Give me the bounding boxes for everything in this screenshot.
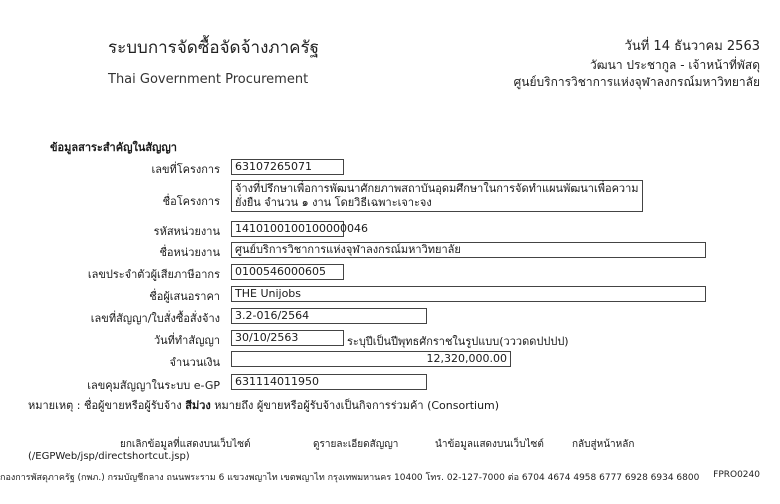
agency-code-field[interactable]: 1410100100100000046 <box>231 221 344 237</box>
contract-no-label: เลขที่สัญญา/ใบสั่งซื้อสั่งจ้าง <box>90 312 220 325</box>
system-title-english: Thai Government Procurement <box>108 72 309 87</box>
organization-name: ศูนย์บริการวิชาการแห่งจุฬาลงกรณ์มหาวิทยาลัย <box>513 75 760 89</box>
agency-name-label: ชื่อหน่วยงาน <box>159 246 220 259</box>
tax-id-field[interactable]: 0100546000605 <box>231 264 344 280</box>
contract-date-field[interactable]: 30/10/2563 <box>231 330 344 346</box>
project-name-label: ชื่อโครงการ <box>162 195 220 208</box>
amount-field[interactable]: 12,320,000.00 <box>231 351 511 367</box>
note-emphasis: สีม่วง <box>185 399 211 412</box>
project-name-field[interactable]: จ้างที่ปรึกษาเพื่อการพัฒนาศักยภาพสถาบันอุดมศึกษาในการจัดทำแผนพัฒนาเพื่อความยั่งยืน จำนวน ๑ งาน โดยวิธีเฉพาะเจาะจง <box>231 180 643 212</box>
note-suffix: หมายถึง ผู้ขายหรือผู้รับจ้างเป็นกิจการร่วมค้า (Consortium) <box>214 399 500 412</box>
note-prefix: หมายเหตุ : ชื่อผู้ขายหรือผู้รับจ้าง <box>28 399 182 412</box>
contract-date-label: วันที่ทำสัญญา <box>153 334 220 347</box>
project-no-field[interactable]: 63107265071 <box>231 159 344 175</box>
footer-address: กองการพัสดุภาครัฐ (กพภ.) กรมบัญชีกลาง ถนนพระราม 6 แขวงพญาไท เขตพญาไท กรุงเทพมหานคร 10400 โทร. 02-127-7000 ต่อ 6704 4674 4958 6777 6928 6934 6800 <box>0 473 700 483</box>
consortium-note <box>28 396 499 414</box>
shortcut-url: (/EGPWeb/jsp/directshortcut.jsp) <box>28 451 190 462</box>
officer-name: วัฒนา ประชากูล - เจ้าหน้าที่พัสดุ <box>590 58 760 72</box>
amount-label: จำนวนเงิน <box>169 356 220 369</box>
agency-code-label: รหัสหน่วยงาน <box>153 225 220 238</box>
cancel-display-link[interactable]: ยกเลิกข้อมูลที่แสดงบนเว็บไซต์ <box>120 439 251 450</box>
agency-name-field[interactable]: ศูนย์บริการวิชาการแห่งจุฬาลงกรณ์มหาวิทยาลัย <box>231 242 706 258</box>
page-code: FPRO0240 <box>713 470 760 480</box>
home-link[interactable]: กลับสู่หน้าหลัก <box>572 439 635 450</box>
publish-link[interactable]: นำข้อมูลแสดงบนเว็บไซต์ <box>435 439 544 450</box>
contract-no-field[interactable]: 3.2-016/2564 <box>231 308 427 324</box>
bidder-field[interactable]: THE Unijobs <box>231 286 706 302</box>
contract-date-hint: ระบุปีเป็นปีพุทธศักราชในรูปแบบ(วววดดปปปป) <box>347 335 569 348</box>
bidder-label: ชื่อผู้เสนอราคา <box>149 290 220 303</box>
tax-id-label: เลขประจำตัวผู้เสียภาษีอากร <box>87 268 220 281</box>
view-contract-link[interactable]: ดูรายละเอียดสัญญา <box>313 439 399 450</box>
egp-no-label: เลขคุมสัญญาในระบบ e-GP <box>87 379 220 392</box>
report-date: วันที่ 14 ธันวาคม 2563 <box>624 39 760 54</box>
egp-no-field[interactable]: 631114011950 <box>231 374 427 390</box>
project-no-label: เลขที่โครงการ <box>151 163 220 176</box>
section-title: ข้อมูลสาระสำคัญในสัญญา <box>50 141 177 154</box>
system-title-thai: ระบบการจัดซื้อจัดจ้างภาครัฐ <box>108 38 320 58</box>
